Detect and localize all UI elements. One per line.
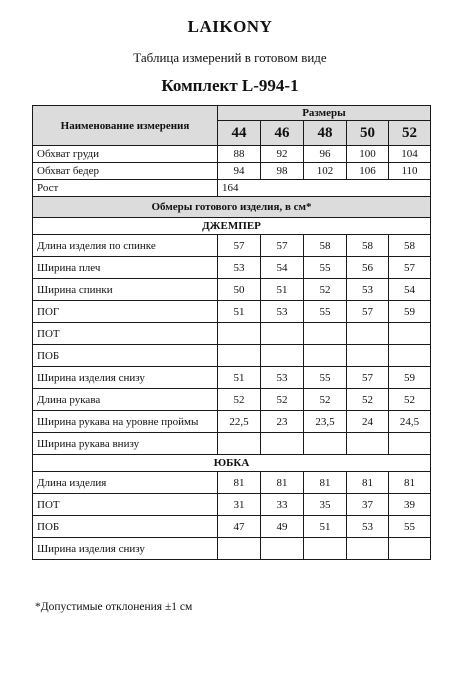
measurement-value: 50 [218,279,261,301]
measurement-value: 47 [218,516,261,538]
table-row [33,367,431,389]
table-row [33,279,431,301]
table-row [33,257,431,279]
measurement-value: 53 [218,257,261,279]
tolerance-footnote: *Допустимые отклонения ±1 см [35,601,193,613]
measurement-label: Длина изделия по спинке [33,235,218,257]
measurement-value [261,345,304,367]
table-row [33,323,431,345]
table-row [33,163,431,180]
measurement-value: 31 [218,494,261,516]
measurement-value: 81 [261,472,304,494]
measurement-value: 35 [304,494,347,516]
measurement-value: 58 [347,235,389,257]
table-row [33,146,431,163]
measurement-value: 53 [261,301,304,323]
size-header: 46 [261,121,304,146]
measurement-value: 51 [218,301,261,323]
measurement-value: 24,5 [389,411,431,433]
measurement-label: Длина изделия [33,472,218,494]
measurement-value: 104 [389,146,431,163]
measurement-value [218,538,261,560]
measurement-value: 33 [261,494,304,516]
measurement-value: 24 [347,411,389,433]
height-label: Рост [33,180,218,197]
measurement-value [261,323,304,345]
measurement-value [389,433,431,455]
size-header: 50 [347,121,389,146]
page-subtitle: Таблица измерений в готовом виде [133,50,327,65]
table-row [33,235,431,257]
size-header: 52 [389,121,431,146]
table-row [33,472,431,494]
measurement-value: 53 [261,367,304,389]
measurement-value: 81 [218,472,261,494]
measurement-value: 100 [347,146,389,163]
measurement-value: 102 [304,163,347,180]
measurement-label: Длина рукава [33,389,218,411]
jumper-section-title: ДЖЕМПЕР [33,218,431,235]
measurement-label: Обхват груди [33,146,218,163]
measurement-value: 54 [261,257,304,279]
measurement-label: Ширина рукава на уровне проймы [33,411,218,433]
measurement-value: 57 [347,367,389,389]
measurement-value [304,433,347,455]
measurement-value [347,345,389,367]
measurement-value: 55 [304,301,347,323]
size-header: 48 [304,121,347,146]
measurement-value: 49 [261,516,304,538]
measurement-value: 81 [389,472,431,494]
size-header: 44 [218,121,261,146]
measurement-label: ПОБ [33,516,218,538]
measurement-value: 51 [261,279,304,301]
measurement-value: 59 [389,367,431,389]
measurement-value: 52 [347,389,389,411]
measurement-value: 37 [347,494,389,516]
measurement-value [304,323,347,345]
measurement-label: ПОГ [33,301,218,323]
measurement-value [218,323,261,345]
measurement-value: 57 [218,235,261,257]
measurement-value: 110 [389,163,431,180]
measurement-value: 52 [218,389,261,411]
height-value: 164 [218,180,431,197]
measurement-value: 54 [389,279,431,301]
measurement-value: 57 [261,235,304,257]
measurement-value: 55 [304,257,347,279]
measurement-value: 52 [304,389,347,411]
skirt-section-title: ЮБКА [33,455,431,472]
measurement-value: 81 [347,472,389,494]
measurement-value: 94 [218,163,261,180]
measurement-value: 23 [261,411,304,433]
measurement-value: 53 [347,279,389,301]
sizes-header: Размеры [218,106,431,121]
measurement-value: 58 [304,235,347,257]
measurement-value [347,433,389,455]
measurement-value: 58 [389,235,431,257]
measurement-value [389,345,431,367]
measurement-value: 98 [261,163,304,180]
measurement-value: 23,5 [304,411,347,433]
measurement-value [347,323,389,345]
measurement-label: ПОБ [33,345,218,367]
measurement-value: 55 [304,367,347,389]
measurement-value: 55 [389,516,431,538]
measurement-value [347,538,389,560]
measurement-label: ПОТ [33,494,218,516]
measurement-value: 52 [261,389,304,411]
measurement-value [261,433,304,455]
measurement-value [218,433,261,455]
measurement-label: Обхват бедер [33,163,218,180]
brand-name: LAIKONY [187,17,273,36]
measurement-value [261,538,304,560]
measurement-value: 57 [389,257,431,279]
measurement-value: 53 [347,516,389,538]
table-row [33,433,431,455]
table-row [33,538,431,560]
measurement-label: Ширина рукава внизу [33,433,218,455]
measurement-value: 96 [304,146,347,163]
table-row [33,389,431,411]
measurement-value [304,538,347,560]
table-row [33,494,431,516]
measurement-value: 52 [304,279,347,301]
measurement-label: Ширина изделия снизу [33,538,218,560]
measurement-label: Ширина плеч [33,257,218,279]
measurement-value [389,538,431,560]
finished-garment-section-title: Обмеры готового изделия, в см* [33,197,431,218]
measurement-value [304,345,347,367]
measurement-label: Ширина изделия снизу [33,367,218,389]
table-row [33,411,431,433]
measurement-value: 56 [347,257,389,279]
measurement-name-header: Наименование измерения [33,106,218,146]
measurement-label: Ширина спинки [33,279,218,301]
measurement-value: 92 [261,146,304,163]
measurement-value [218,345,261,367]
measurement-value: 39 [389,494,431,516]
table-row [33,301,431,323]
table-row [33,516,431,538]
measurement-value: 51 [218,367,261,389]
measurement-value: 52 [389,389,431,411]
measurement-value: 57 [347,301,389,323]
measurement-label: ПОТ [33,323,218,345]
measurement-value [389,323,431,345]
table-row [33,345,431,367]
measurement-value: 22,5 [218,411,261,433]
measurement-value: 59 [389,301,431,323]
page-title: Комплект L-994-1 [161,76,299,95]
measurement-value: 88 [218,146,261,163]
size-chart-table [32,105,431,560]
measurement-value: 81 [304,472,347,494]
measurement-value: 106 [347,163,389,180]
measurement-value: 51 [304,516,347,538]
